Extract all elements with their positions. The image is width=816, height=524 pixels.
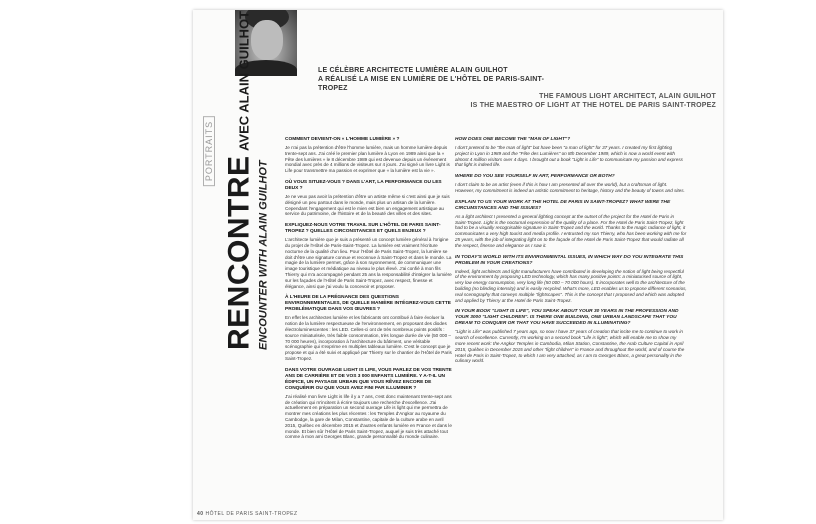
fr-question: COMMENT DEVIENT-ON « L'HOMME LUMIÈRE » ? (285, 137, 400, 142)
title-rencontre: RENCONTRE (222, 155, 256, 350)
french-column (285, 137, 453, 446)
en-question: HOW DOES ONE BECOME THE "MAN OF LIGHT"? (455, 137, 571, 142)
fr-question: EXPLIQUEZ-NOUS VOTRE TRAVAIL SUR L'HÔTEL DE PARIS SAINT-TROPEZ ? QUELLES CIRCONSTANCES ET QUELS ENJEUX ? (285, 223, 441, 235)
en-question: IN TODAY'S WORLD WITH ITS ENVIRONMENTAL ISSUES, IN WHICH WAY DO YOU INTEGRATE THIS PROBLEM IN YOUR CREATIONS? (455, 254, 684, 266)
fr-question: OÙ VOUS SITUEZ-VOUS ? DANS L'ART, LA PERFORMANCE OU LES DEUX ? (285, 179, 442, 191)
en-answer: I don't claim to be an artist (even if this is how I am presented all over the world), but a craftsman of light. However, my commitment is indeed an artistic commitment to heritage, history and the beauty of towns and sites. (455, 182, 685, 193)
fr-answer: Je n'ai pas la prétention d'être l'homme lumière, mais un homme lumière depuis trente-sept ans. J'ai créé le premier plan lumière à Lyon en 1989 ainsi que la « Fête des lumières » le 8 décembre 1989 qui est devenue depuis un évènement mondial avec près de 4 millions de visiteurs sur 4 jours. J'ai signé un livre Light is Life pour transmettre ma passion et exprimer que « la lumière est la vie ». (285, 145, 450, 174)
english-column (455, 137, 687, 370)
magazine-page (193, 10, 723, 520)
en-answer: I don't pretend to be "the man of light" but have been "a man of light" for 37 years. I created my first lighting project in Lyon in 1989 and the "Fête des Lumières" on 8th December 1989, which is now a world event with almost 4 million visitors over 4 days. I brought out a book "Light is Life" to communicate my passion and express that light is indeed life. (455, 145, 683, 168)
en-question: EXPLAIN TO US YOUR WORK AT THE HOTEL DE PARIS IN SAINT-TROPEZ? WHAT WERE THE CIRCUMSTANCES AND THE ISSUES? (455, 199, 671, 211)
vertical-title (217, 10, 275, 350)
fr-answer: L'architecte lumière que je suis a présenté un concept lumière général à l'origine du projet de l'Hôtel de Paris-Saint-Tropez. La lumière est vraiment l'écriture nocturne de la qualité d'un lieu. Pour l'Hôtel de Paris Saint-Tropez, la lumière se doit d'être une signature connue et reconnue à Saint-Tropez et dans le monde. La magie de la lumière permet, grâce à son rayonnement, de communiquer une image touristique et médiatique au niveau le plus élevé. J'ai confié à mon fils Thierry qui m'a accompagné pendant 25 ans la responsabilité d'intégrer la lumière sur les façades de l'Hôtel de Paris Saint-Tropez, avec respect, finesse et élégance, ainsi que j'ai voulu la concevoir et proposer. (285, 237, 452, 289)
heading-english (451, 92, 716, 110)
title-suffix: AVEC ALAIN GUILHOT (236, 10, 252, 152)
heading-en-line2: IS THE MAESTRO OF LIGHT AT THE HOTEL DE PARIS SAINT-TROPEZ (470, 102, 716, 109)
heading-en-line1: THE FAMOUS LIGHT ARCHITECT, ALAIN GUILHOT (539, 93, 716, 100)
footer-title: HÔTEL DE PARIS SAINT-TROPEZ (205, 511, 298, 517)
section-label-text: PORTRAITS (203, 116, 215, 186)
en-answer: "Light is Life" was published 7 years ago, so now I have 37 years of creation that incite me to continue to work in search of excellence. Currently, I'm working on a second book "Life is light", which will enable me to show my more recent work: the Angkor Temples in Cambodia, Milan Station, Constantine, the Arab Culture Capital in April 2015, Québec in December 2015 and other "light children" in France and throughout the world, and of course the Hotel de Paris in Saint-Tropez, to which I am very attached, as I am to Georges Blanc, a great personality in the culinary world. (455, 329, 685, 364)
heading-fr-line2: A RÉALISÉ LA MISE EN LUMIÈRE DE L'HÔTEL DE PARIS-SAINT-TROPEZ (318, 76, 545, 92)
en-answer: As a light architect I presented a general lighting concept at the outset of the project for the Hotel de Paris in Saint-Tropez. Light is the nocturnal expression of the quality of a place. For the Hotel de Paris Saint-Tropez, light had to be a visually recognisable signature in Saint-Tropez and the world. Thanks to the magic radiance of light, it communicates a very high tourist and media profile. I entrusted my son Thierry, who has been working with me for 25 years, with the job of integrating light on to the façade of the Hotel de Paris Saint-Tropez that would radiate all the respect, finesse and elegance as I saw it. (455, 213, 687, 248)
heading-fr-line1: LE CÉLÈBRE ARCHITECTE LUMIÈRE ALAIN GUILHOT (318, 67, 508, 74)
page-number: 40 (197, 511, 204, 517)
fr-question: DANS VOTRE OUVRAGE LIGHT IS LIFE, VOUS PARLEZ DE VOS TRENTE ANS DE CARRIÈRE ET DE VOS 3 000 ENFANTS LUMIÈRE. Y A-T-IL UN ÉDIFICE, UN PAYSAGE URBAIN QUE VOUS RÊVEZ ENCORE DE CONQUÉRIR OU QUE VOUS AVEZ FINI PAR ILLUMINER ? (285, 367, 452, 391)
fr-answer: J'ai réalisé mon livre Light is life il y a 7 ans, c'est donc maintenant trente-sept ans de création qui m'incitent à écrire toujours une recherche d'excellence. J'ai actuellement en préparation un second ouvrage Life is light qui me permettra de montrer mes créations les plus récentes : les Temples d'Angkor au royaume du Cambodge, la gare de Milan, Constantine, capitale de la culture arabe en avril 2015, Québec en décembre 2015 et d'autres enfants lumière en France et dans le monde. Et bien sûr l'Hôtel de Paris Saint-Tropez, auquel je suis très attaché tout comme à mon ami Georges Blanc, grande personnalité du monde culinaire. (285, 393, 452, 440)
fr-question: À L'HEURE DE LA PRÉGNANCE DES QUESTIONS ENVIRONNEMENTALES, DE QUELLE MANIÈRE INTÉGREZ-VOUS CETTE PROBLÉMATIQUE DANS VOS ŒUVRES ? (285, 295, 451, 313)
heading-french (318, 66, 568, 93)
en-question: WHERE DO YOU SEE YOURSELF IN ART, PERFORMANCE OR BOTH? (455, 174, 615, 180)
fr-answer: En effet les architectes lumière et les fabricants ont contribué à faire évoluer la notion de la lumière respectueuse de l'environnement, en proposant des diodes électroluminescentes : les LED. Celles-ci ont de très nombreux points positifs : source miniaturisée, très faible consommation, très longue durée de vie (50 000 – 70 000 heures), incorporation à l'architecture du bâtiment, une véritable scénographie qui s'exprime en multiples tableaux lumière. C'est le concept que je propose et qui a été suivi et appliqué par Thierry sur le chantier de l'Hôtel de Paris Saint-Tropez. (285, 315, 452, 361)
fr-answer: Je ne veux pas avoir la prétention d'être un artiste même si c'est ainsi que je suis désigné un peu partout dans le monde, mais plus un artisan de la lumière. Cependant l'engagement qui est le mien est bien un engagement artistique au service du patrimoine, de l'histoire et de la beauté des villes et des sites. (285, 193, 450, 217)
en-answer: Indeed, light architects and light manufacturers have contributed in developing the notion of light being respectful of the environment by proposing LED technology, which has many positive points: a miniaturised source of light, very low energy consumption, very long life (50 000 – 70 000 hours). It incorporates well to the architecture of the building (no blinding intensity) and is easily recycled. What's more, LED enables us to propose different scenarios, real scenography that conveys multiple "lightscapes". This is the concept that I proposed and which was adopted and applied by Thierry at the Hotel de Paris Saint-Tropez. (455, 268, 687, 303)
en-question: IN YOUR BOOK "LIGHT IS LIFE", YOU SPEAK ABOUT YOUR 30 YEARS IN THE PROFESSION AND YOUR 3000 "LIGHT CHILDREN". IS THERE ONE BUILDING, ONE URBAN LANDSCAPE THAT YOU DREAM TO CONQUER OR THAT YOU HAVE SUCCEEDED IN ILLUMINATING? (455, 309, 679, 327)
section-label (201, 120, 217, 182)
subtitle-encounter: ENCOUNTER WITH ALAIN GUILHOT (257, 160, 270, 350)
page-footer (197, 511, 298, 517)
